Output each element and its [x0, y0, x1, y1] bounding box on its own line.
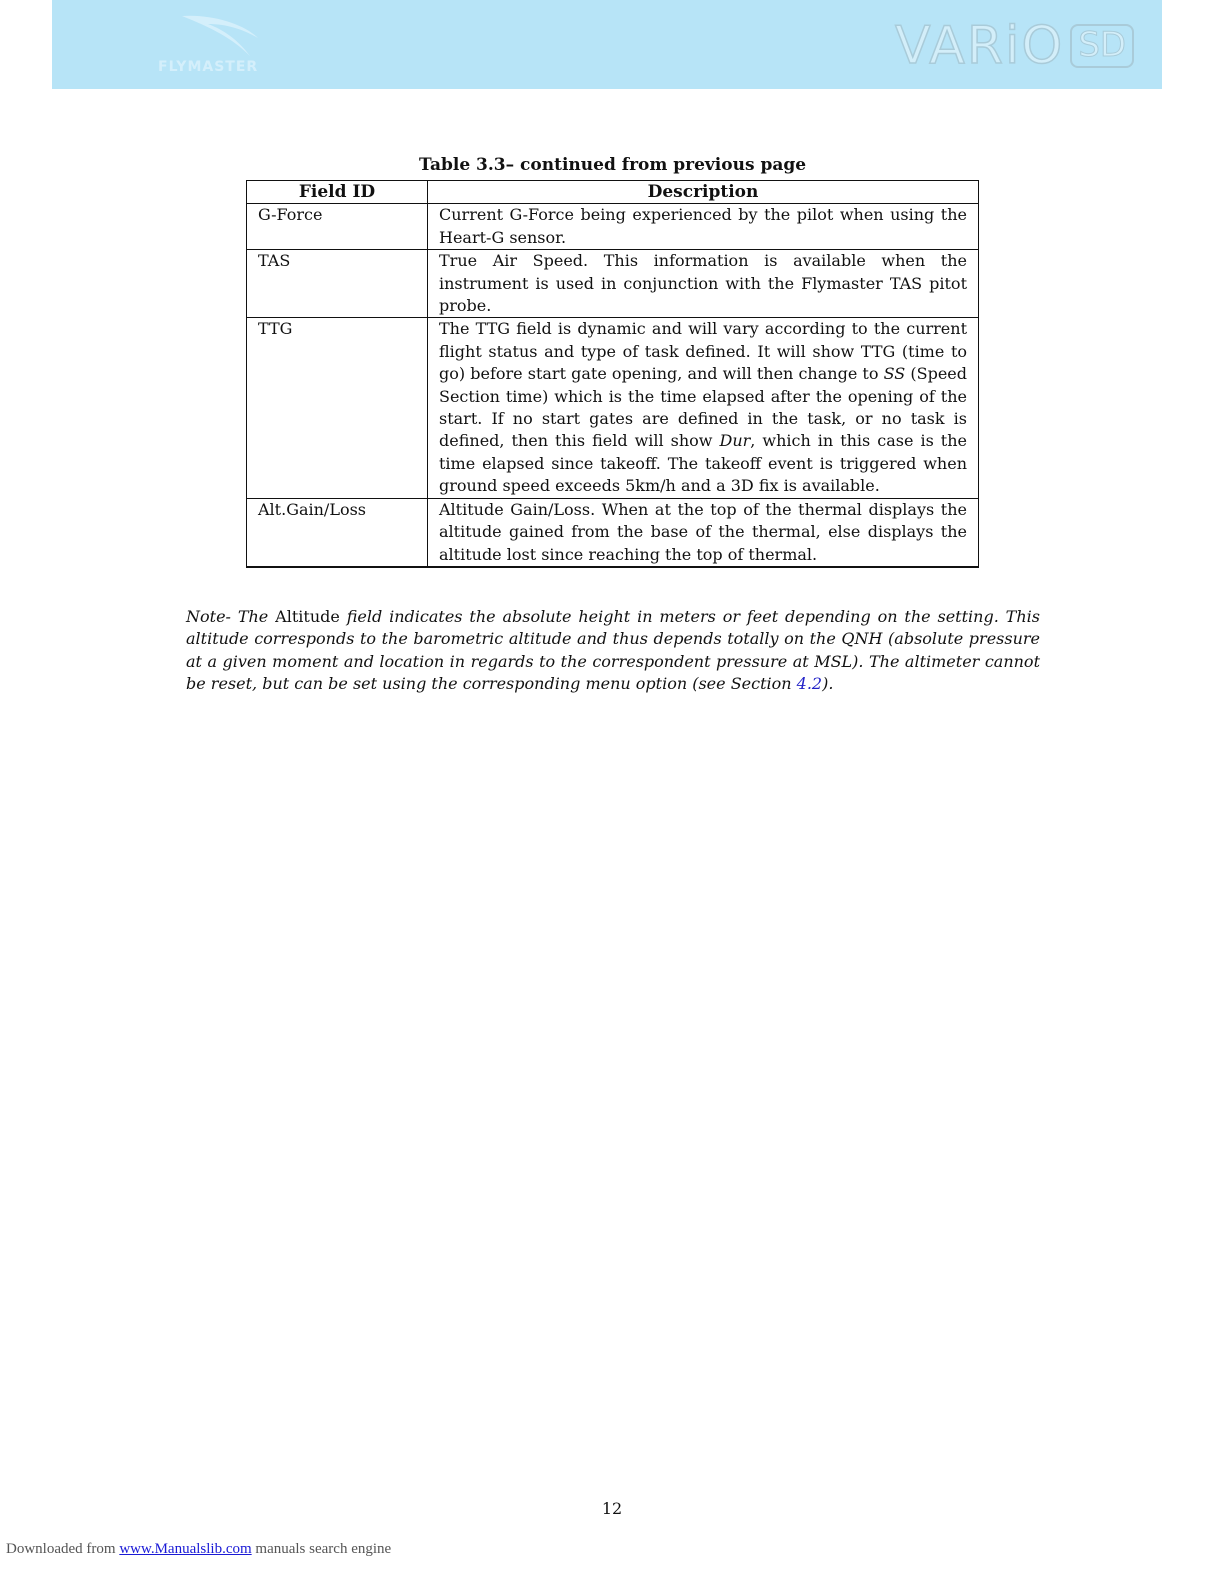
note-body: field indicates the absolute height in meters or feet depending on the setting. This altitude corresponds to the barometric altitude and thus depends totally on the QNH (absolute pressure at a given moment and location in regards to the correspondent pressure at MSL). The altimeter cannot be reset, but can be set using the corresponding menu option (see Section: [186, 607, 1040, 694]
table-row: [247, 250, 979, 318]
description-cell: Altitude Gain/Loss. When at the top of the thermal displays the altitude gained from the base of the thermal, else displays the altitude lost since reaching the top of thermal.: [428, 498, 979, 567]
description-text: The TTG field is dynamic and will vary according to the current flight status and type of task defined. It will show TTG (time to go) before start gate opening, and will then change to: [439, 319, 967, 384]
emphasis-text: Dur: [719, 431, 751, 451]
footer-suffix: manuals search engine: [251, 1541, 392, 1557]
flymaster-wordmark: FLYMASTER: [158, 59, 259, 75]
field-id-cell: TTG: [247, 318, 428, 498]
description-text: , which in this case is the time elapsed since takeoff. The takeoff event is triggered when ground speed exceeds 5km/h and a 3D fix is available.: [439, 431, 967, 496]
vario-wordmark: VARiO: [895, 16, 1065, 76]
field-id-cell: TAS: [247, 250, 428, 318]
vario-sd-logo: [895, 16, 1134, 76]
emphasis-text: SS: [883, 364, 906, 384]
table-header-row: [247, 181, 979, 204]
note-suffix: ).: [822, 674, 834, 694]
download-footer: [6, 1541, 391, 1558]
section-reference-link[interactable]: 4.2: [796, 674, 823, 694]
note-term: Altitude: [275, 607, 340, 626]
page-number: 12: [601, 1499, 623, 1518]
table-row: [247, 318, 979, 498]
description-cell: True Air Speed. This information is available when the instrument is used in conjunction with the Flymaster TAS pitot probe.: [428, 250, 979, 318]
note-prefix: Note- The: [186, 607, 276, 626]
sd-badge: SD: [1070, 24, 1134, 67]
altitude-note: [186, 606, 1040, 696]
table-caption: Table 3.3– continued from previous page: [418, 155, 807, 175]
field-id-cell: G-Force: [247, 204, 428, 250]
header-banner: [52, 0, 1162, 89]
flymaster-wing-icon: [172, 10, 262, 60]
description-cell: [428, 318, 979, 498]
manualslib-link[interactable]: www.Manualslib.com: [119, 1541, 252, 1557]
column-header-description: Description: [428, 181, 979, 204]
description-cell: Current G-Force being experienced by the pilot when using the Heart-G sensor.: [428, 204, 979, 250]
column-header-field-id: Field ID: [247, 181, 428, 204]
table-row: [247, 498, 979, 567]
description-text: (Speed Section time) which is the time elapsed after the opening of the start. If no start gates are defined in the task, or no task is defined, then this field will show: [439, 364, 967, 451]
table-row: [247, 204, 979, 250]
flymaster-logo: [152, 10, 272, 76]
field-id-cell: Alt.Gain/Loss: [247, 498, 428, 567]
footer-prefix: Downloaded from: [6, 1541, 120, 1557]
field-table: [246, 180, 979, 568]
